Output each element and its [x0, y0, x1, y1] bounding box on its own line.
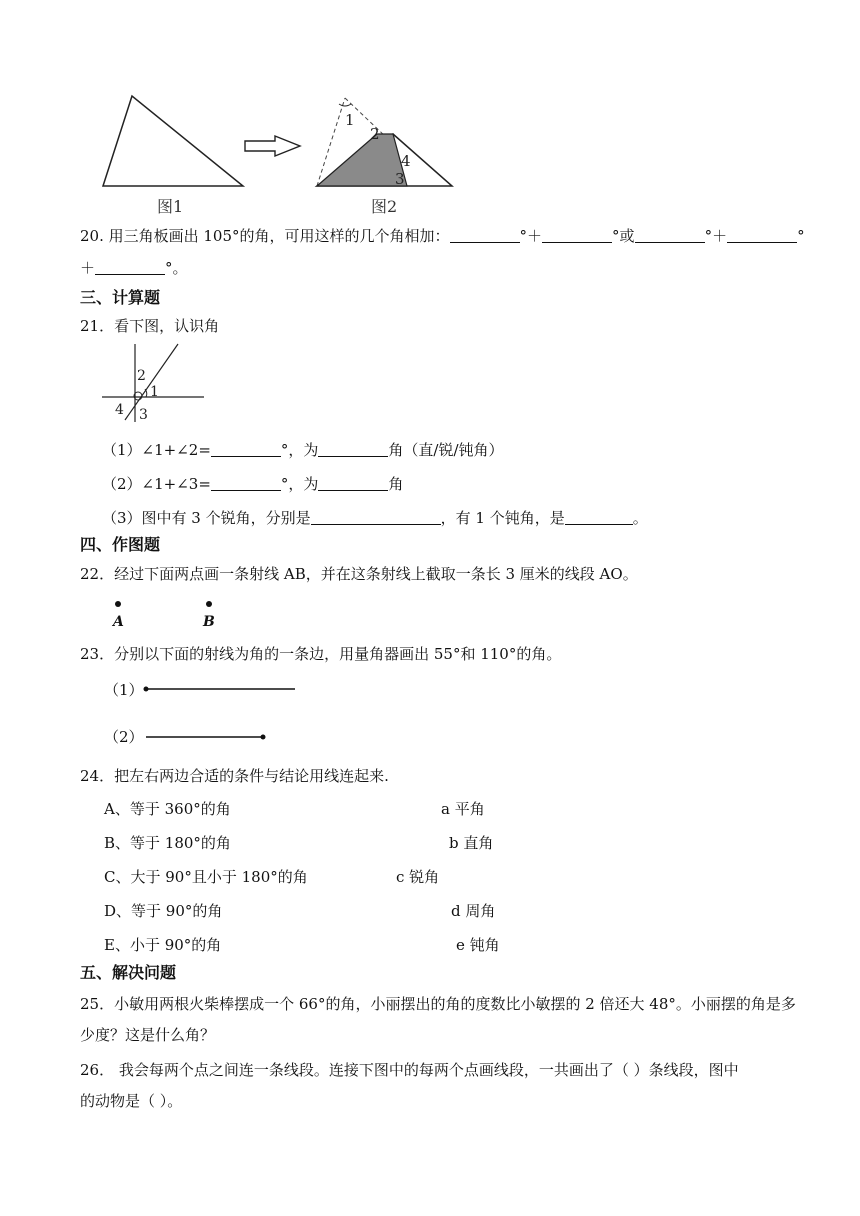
- conclusion-b: b 直角: [449, 834, 494, 852]
- q20-or: °或: [612, 227, 635, 245]
- q20-plus-1: °＋: [519, 227, 543, 245]
- fig2-caption: 图2: [371, 197, 398, 216]
- point-b-label: B: [203, 614, 215, 630]
- q21-p3-blank-acute[interactable]: [311, 510, 441, 525]
- q20-line2-plus: ＋: [80, 259, 96, 277]
- q20-prefix: 20. 用三角板画出 105°的角，可用这样的几个角相加：: [80, 227, 450, 245]
- intersecting-lines-figure: [98, 340, 208, 426]
- section-title-problem-solving: 五、解决问题: [80, 963, 177, 982]
- q20-blank-5[interactable]: [95, 260, 165, 275]
- q26-line1: 26． 我会每两个点之间连一条线段。连接下图中的每两个点画线段，一共画出了（ ）条线段，图中: [80, 1061, 739, 1079]
- angle-label-3: 3: [139, 407, 148, 423]
- q20-line2-end: °。: [165, 259, 188, 277]
- q21-p1-suffix: 角（直/锐/钝角）: [388, 441, 504, 459]
- fig2-label-2: 2: [370, 125, 380, 143]
- q20-degree-end: °: [797, 227, 805, 245]
- point-a-dot: [115, 601, 121, 607]
- angle-label-4: 4: [115, 402, 124, 418]
- q20-blank-1[interactable]: [450, 228, 520, 243]
- q21-p2-suffix: 角: [388, 475, 404, 493]
- angle-arc: [145, 389, 147, 397]
- q25-line1: 25．小敏用两根火柴棒摆成一个 66°的角，小丽摆出的角的度数比小敏摆的 2 倍还大 48°。小丽摆的角是多: [80, 995, 796, 1013]
- fig1-triangle: [103, 96, 243, 186]
- slanted-line: [125, 344, 178, 420]
- points-ab-figure: [108, 596, 228, 632]
- q21-p1-prefix: （1）∠1+∠2=: [102, 441, 211, 459]
- q20-blank-3[interactable]: [635, 228, 705, 243]
- q21-p1-blank-degrees[interactable]: [211, 442, 281, 457]
- ray-2-label: （2）: [104, 728, 144, 746]
- conclusion-a: a 平角: [441, 800, 485, 818]
- angle-label-2: 2: [137, 368, 146, 384]
- section-title-calculation: 三、计算题: [80, 288, 161, 307]
- q21-p2-mid: °，为: [280, 475, 319, 493]
- q21-p3-mid: ，有 1 个钝角，是: [440, 509, 565, 527]
- q21-part2: [102, 474, 403, 494]
- q20-blank-2[interactable]: [542, 228, 612, 243]
- conclusion-c: c 锐角: [396, 868, 440, 886]
- fig2-angle-arc-1: [339, 104, 351, 106]
- angle-label-1: 1: [150, 384, 159, 400]
- q22-text: 22．经过下面两点画一条射线 AB，并在这条射线上截取一条长 3 厘米的线段 AO。: [80, 565, 638, 583]
- q21-p1-blank-type[interactable]: [318, 442, 388, 457]
- q21-p3-prefix: （3）图中有 3 个锐角，分别是: [102, 509, 311, 527]
- fig2-shaded-triangle: [317, 134, 407, 186]
- q20-plus-2: °＋: [704, 227, 728, 245]
- q26-line2: 的动物是（ ）。: [80, 1092, 183, 1110]
- q20-line2: [80, 258, 188, 278]
- q21-p3-blank-obtuse[interactable]: [565, 510, 633, 525]
- condition-a: A、等于 360°的角: [104, 800, 231, 818]
- q25-line2: 少度？这是什么角？: [80, 1026, 216, 1044]
- q21-p2-blank-degrees[interactable]: [211, 476, 281, 491]
- ray-2: [140, 730, 270, 744]
- condition-c: C、大于 90°且小于 180°的角: [104, 868, 308, 886]
- q24-text: 24．把左右两边合适的条件与结论用线连起来.: [80, 767, 389, 785]
- hollow-arrow-icon: [245, 136, 300, 156]
- condition-d: D、等于 90°的角: [104, 902, 223, 920]
- ray-1-label: （1）: [104, 681, 144, 699]
- q21-part1: [102, 440, 504, 460]
- fig1-caption: 图1: [157, 197, 184, 216]
- q21-p2-blank-type[interactable]: [318, 476, 388, 491]
- point-a-label: A: [113, 614, 124, 630]
- conclusion-d: d 周角: [451, 902, 496, 920]
- ray-1: [140, 682, 300, 696]
- q21-p2-prefix: （2）∠1+∠3=: [102, 475, 211, 493]
- q20-blank-4[interactable]: [727, 228, 797, 243]
- q21-p3-suffix: 。: [632, 509, 648, 527]
- condition-b: B、等于 180°的角: [104, 834, 231, 852]
- q21-p1-mid: °，为: [280, 441, 319, 459]
- q23-text: 23．分别以下面的射线为角的一条边，用量角器画出 55°和 110°的角。: [80, 645, 562, 663]
- ray-2-endpoint: [261, 735, 266, 740]
- fig2-label-3: 3: [395, 170, 405, 188]
- q20-line1: [80, 226, 805, 246]
- fig2-label-4: 4: [401, 152, 411, 170]
- point-b-dot: [206, 601, 212, 607]
- section-title-drawing: 四、作图题: [80, 535, 161, 554]
- condition-e: E、小于 90°的角: [104, 936, 222, 954]
- triangle-figures: [95, 92, 465, 220]
- q21-part3: [102, 508, 648, 528]
- q21-title: 21．看下图，认识角: [80, 317, 220, 335]
- fig2-label-1: 1: [345, 111, 355, 129]
- conclusion-e: e 钝角: [456, 936, 500, 954]
